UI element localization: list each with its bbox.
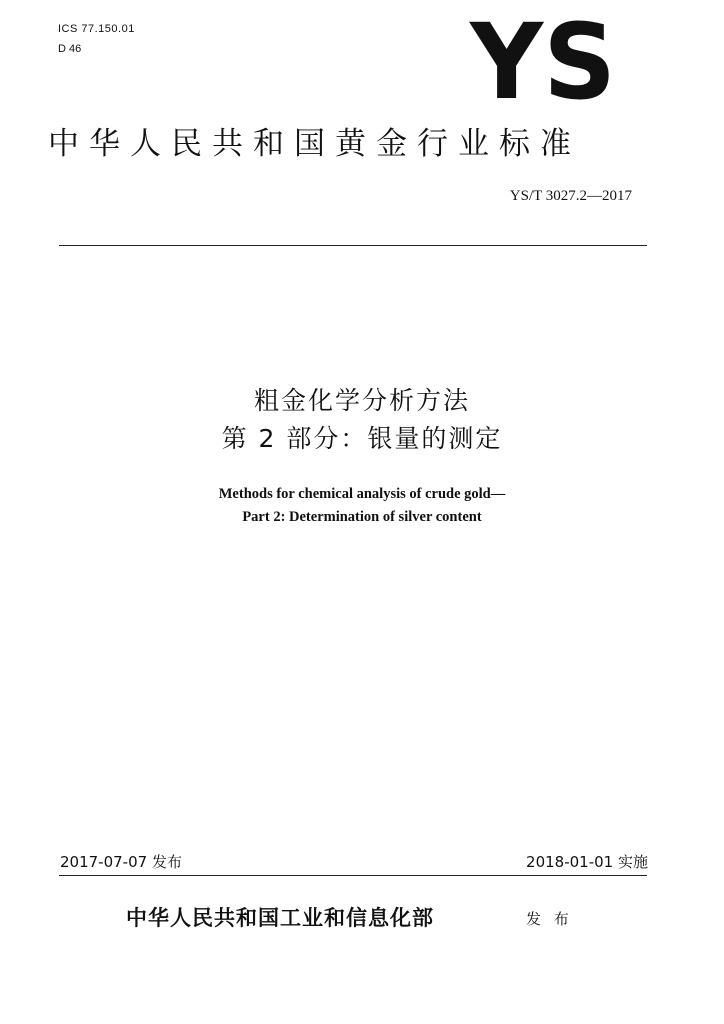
top-divider xyxy=(59,245,647,246)
issuing-ministry: 中华人民共和国工业和信息化部 xyxy=(126,905,434,930)
implementation-date: 2018-01-01 实施 xyxy=(526,853,648,871)
english-title-line-2: Part 2: Determination of silver content xyxy=(242,509,482,525)
chinese-title-line-1: 粗金化学分析方法 xyxy=(253,386,470,415)
publish-label: 发 布 xyxy=(526,910,573,928)
issue-date: 2017-07-07 发布 xyxy=(60,853,182,871)
english-title-line-1: Methods for chemical analysis of crude gold— xyxy=(218,486,506,502)
standard-number: YS/T 3027.2—2017 xyxy=(509,188,632,204)
classification-code: D 46 xyxy=(58,43,82,55)
industry-standard-title: 中华人民共和国黄金行业标准 xyxy=(48,126,581,162)
ys-logo xyxy=(468,14,618,106)
bottom-divider xyxy=(59,875,647,876)
ics-code: ICS 77.150.01 xyxy=(58,23,135,35)
chinese-title-line-2: 第 2 部分：银量的测定 xyxy=(221,424,503,453)
ys-logo-text: YS xyxy=(468,14,616,106)
